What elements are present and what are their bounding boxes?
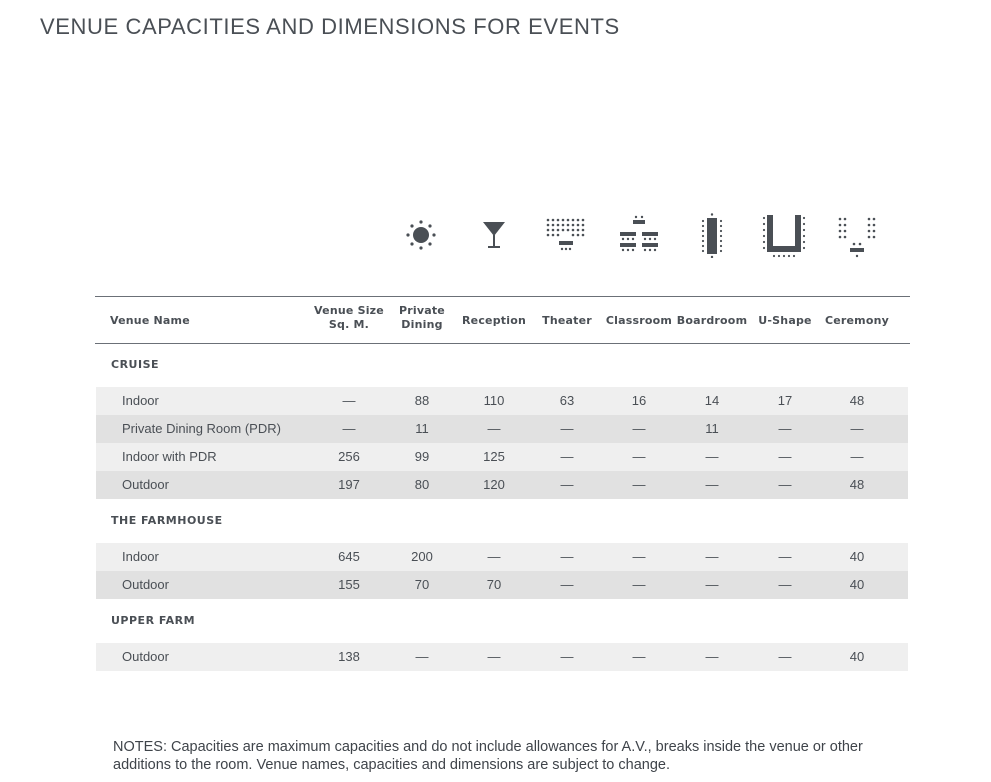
ushape-cell: — [778, 449, 792, 464]
ushape-cell: 17 [777, 393, 793, 408]
classroom-cell: — [632, 421, 646, 436]
ceremony-cell: 40 [849, 549, 865, 564]
reception-cell: 120 [483, 477, 505, 492]
theater-cell: — [560, 549, 574, 564]
reception-cell: — [487, 421, 501, 436]
theater-layout-icon [543, 212, 589, 258]
private-dining-cell: 200 [411, 549, 433, 564]
venue-name-cell: Outdoor [122, 649, 169, 664]
venue-size-cell: — [342, 393, 356, 408]
ceremony-cell: 48 [849, 393, 865, 408]
header-boardroom: Boardroom [676, 314, 748, 327]
section-heading: UPPER FARM [111, 614, 196, 627]
table-top-rule [95, 296, 910, 297]
theater-cell: — [560, 577, 574, 592]
table-row [96, 643, 908, 671]
ceremony-cell: 40 [849, 649, 865, 664]
private-dining-cell: 11 [415, 421, 429, 436]
reception-cell: — [487, 549, 501, 564]
u-shape-layout-icon [761, 212, 807, 258]
ushape-cell: — [778, 421, 792, 436]
header-venue-size-line2: Sq. M. [328, 318, 370, 331]
header-venue-size-line1: Venue Size [314, 304, 384, 317]
boardroom-layout-icon [689, 212, 735, 258]
private-dining-cell: 70 [414, 577, 430, 592]
ushape-cell: — [778, 649, 792, 664]
reception-cell: 70 [486, 577, 502, 592]
ceremony-cell: — [850, 421, 864, 436]
table-row [96, 443, 908, 471]
boardroom-cell: — [705, 477, 719, 492]
page-title: VENUE CAPACITIES AND DIMENSIONS FOR EVENTS [40, 14, 620, 39]
reception-cell: 110 [483, 393, 505, 408]
venue-size-cell: 138 [338, 649, 360, 664]
boardroom-cell: 11 [705, 421, 719, 436]
theater-cell: — [560, 649, 574, 664]
ceremony-cell: 40 [849, 577, 865, 592]
venue-size-cell: 645 [338, 549, 360, 564]
table-row [96, 571, 908, 599]
theater-cell: — [560, 421, 574, 436]
boardroom-cell: — [705, 449, 719, 464]
classroom-cell: 16 [631, 393, 647, 408]
header-ceremony: Ceremony [824, 314, 890, 327]
venue-name-cell: Indoor [122, 549, 159, 564]
table-row [96, 543, 908, 571]
theater-cell: — [560, 477, 574, 492]
venue-name-cell: Outdoor [122, 477, 169, 492]
sun-icon [398, 212, 444, 258]
venue-name-cell: Outdoor [122, 577, 169, 592]
venue-name-cell: Indoor with PDR [122, 449, 217, 464]
section-heading: THE FARMHOUSE [111, 514, 223, 527]
venue-name-cell: Private Dining Room (PDR) [122, 421, 281, 436]
header-private-dining [387, 304, 457, 332]
classroom-cell: — [632, 577, 646, 592]
header-private-dining-line1: Private [399, 304, 445, 317]
ushape-cell: — [778, 549, 792, 564]
ceremony-cell: — [850, 449, 864, 464]
boardroom-cell: 14 [704, 393, 720, 408]
notes-text: NOTES: Capacities are maximum capacities and do not include allowances for A.V., breaks inside the venue or other additions to the room. Venue names, capacities and dimensions are subject to change. [113, 739, 863, 773]
reception-cell: — [487, 649, 501, 664]
header-ushape: U-Shape [758, 314, 812, 327]
theater-cell: 63 [559, 393, 575, 408]
venue-size-cell: 197 [338, 477, 360, 492]
venue-size-cell: 256 [338, 449, 360, 464]
boardroom-cell: — [705, 549, 719, 564]
ceremony-cell: 48 [849, 477, 865, 492]
classroom-cell: — [632, 477, 646, 492]
private-dining-cell: 88 [414, 393, 430, 408]
classroom-cell: — [632, 649, 646, 664]
classroom-cell: — [632, 449, 646, 464]
section-heading: CRUISE [111, 358, 160, 371]
header-venue-size [309, 304, 389, 332]
theater-cell: — [560, 449, 574, 464]
header-venue-name: Venue Name [110, 314, 190, 327]
table-row [96, 471, 908, 499]
boardroom-cell: — [705, 577, 719, 592]
ceremony-layout-icon [834, 212, 880, 258]
cocktail-glass-icon [471, 212, 517, 258]
table-row [96, 387, 908, 415]
ushape-cell: — [778, 477, 792, 492]
classroom-cell: — [632, 549, 646, 564]
reception-cell: 125 [483, 449, 505, 464]
header-private-dining-line2: Dining [401, 318, 443, 331]
classroom-layout-icon [616, 212, 662, 258]
header-theater: Theater [542, 314, 592, 327]
header-classroom: Classroom [605, 314, 673, 327]
ushape-cell: — [778, 577, 792, 592]
venue-size-cell: — [342, 421, 356, 436]
header-reception: Reception [461, 314, 526, 327]
venue-name-cell: Indoor [122, 393, 159, 408]
private-dining-cell: 80 [414, 477, 430, 492]
venue-size-cell: 155 [338, 577, 360, 592]
private-dining-cell: 99 [414, 449, 430, 464]
private-dining-cell: — [415, 649, 429, 664]
table-header-rule [95, 343, 910, 344]
table-row [96, 415, 908, 443]
boardroom-cell: — [705, 649, 719, 664]
